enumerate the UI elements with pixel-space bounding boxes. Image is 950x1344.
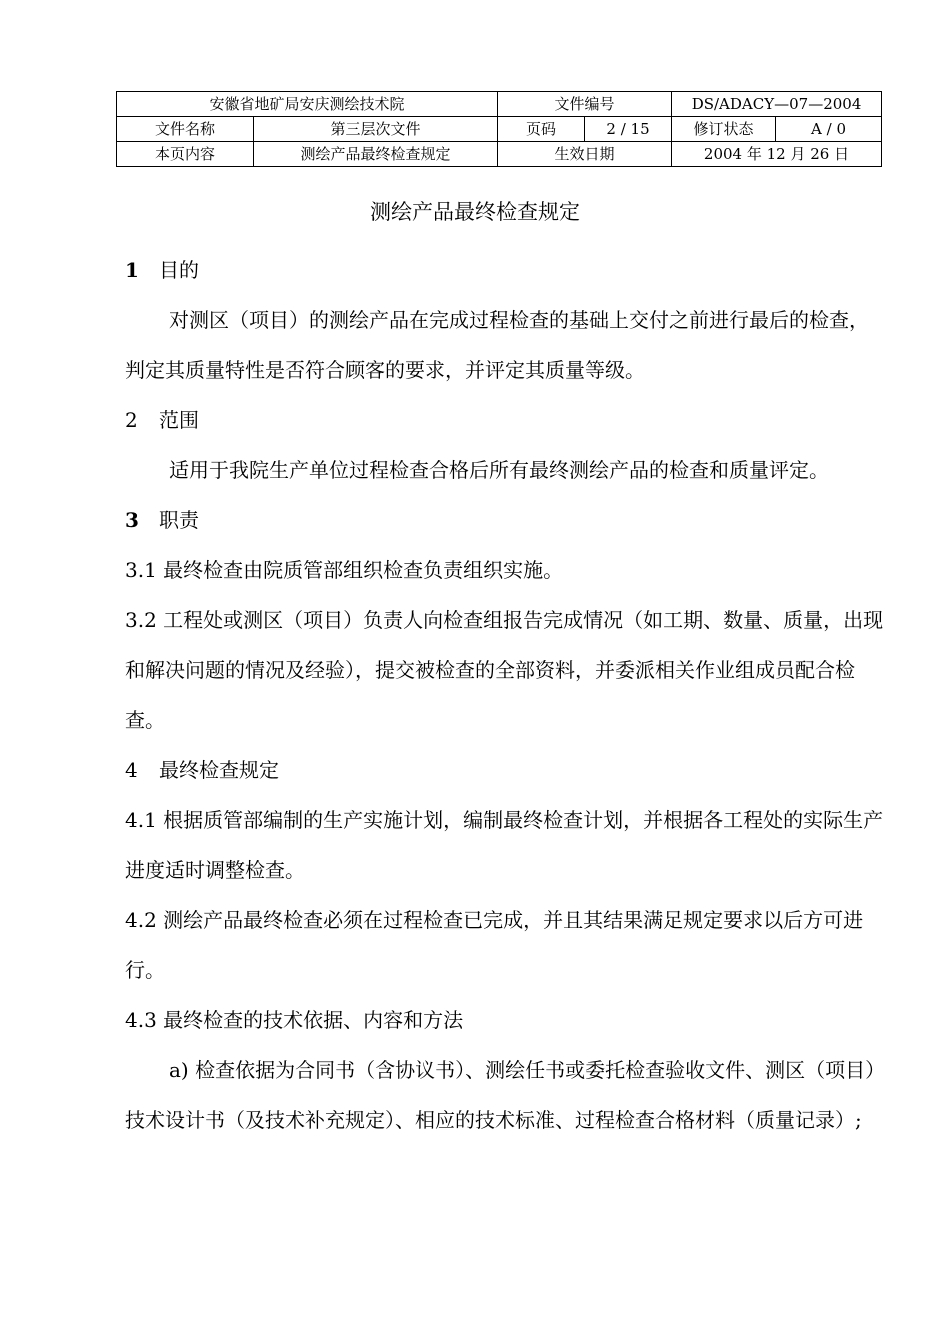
file-name-value: 第三层次文件 bbox=[254, 117, 498, 142]
section-1-heading bbox=[125, 245, 885, 295]
organization-name: 安徽省地矿局安庆测绘技术院 bbox=[117, 92, 498, 117]
section-3-1: 3.1 最终检查由院质管部组织检查负责组织实施。 bbox=[125, 558, 564, 582]
section-4-2: 4.2 测绘产品最终检查必须在过程检查已完成，并且其结果满足规定要求以后方可进行。 bbox=[125, 908, 864, 982]
effective-date-label: 生效日期 bbox=[498, 142, 672, 167]
section-4-3-item-a: a) 检查依据为合同书（含协议书）、测绘任书或委托检查验收文件、测区（项目）技术设计书（及技术补充规定）、相应的技术标准、过程检查合格材料（质量记录）; bbox=[125, 1058, 876, 1132]
section-4-number: 4 bbox=[125, 758, 138, 782]
section-1-number: 1 bbox=[125, 258, 139, 282]
section-3-number: 3 bbox=[125, 508, 139, 532]
section-4-title: 最终检查规定 bbox=[159, 758, 279, 782]
document-title: 测绘产品最终检查规定 bbox=[370, 200, 580, 224]
section-1-body: 对测区（项目）的测绘产品在完成过程检查的基础上交付之前进行最后的检查，判定其质量特性是否符合顾客的要求，并评定其质量等级。 bbox=[125, 308, 869, 382]
section-3-heading bbox=[125, 495, 885, 545]
document-control-table bbox=[116, 91, 882, 167]
section-1-title: 目的 bbox=[159, 258, 199, 282]
page-value: 2 / 15 bbox=[585, 117, 672, 142]
section-2-title: 范围 bbox=[159, 408, 199, 432]
section-4-1: 4.1 根据质管部编制的生产实施计划，编制最终检查计划，并根据各工程处的实际生产进度适时调整检查。 bbox=[125, 808, 884, 882]
page-content-value: 测绘产品最终检查规定 bbox=[254, 142, 498, 167]
revision-label: 修订状态 bbox=[672, 117, 776, 142]
section-2-heading bbox=[125, 395, 885, 445]
section-2-number: 2 bbox=[125, 408, 138, 432]
file-name-label: 文件名称 bbox=[117, 117, 254, 142]
section-4-3: 4.3 最终检查的技术依据、内容和方法 bbox=[125, 1008, 464, 1032]
header-row-2 bbox=[117, 117, 882, 142]
revision-value: A / 0 bbox=[776, 117, 882, 142]
section-2-body: 适用于我院生产单位过程检查合格后所有最终测绘产品的检查和质量评定。 bbox=[169, 458, 829, 482]
section-4-heading bbox=[125, 745, 885, 795]
header-row-1 bbox=[117, 92, 882, 117]
doc-number-label: 文件编号 bbox=[498, 92, 672, 117]
header-row-3 bbox=[117, 142, 882, 167]
section-3-2: 3.2 工程处或测区（项目）负责人向检查组报告完成情况（如工期、数量、质量，出现和解决问题的情况及经验），提交被检查的全部资料，并委派相关作业组成员配合检查。 bbox=[125, 608, 884, 732]
doc-number-value: DS/ADACY—07—2004 bbox=[672, 92, 882, 117]
document-body bbox=[125, 245, 885, 1145]
page-content-label: 本页内容 bbox=[117, 142, 254, 167]
page-label: 页码 bbox=[498, 117, 585, 142]
effective-date-value: 2004 年 12 月 26 日 bbox=[672, 142, 882, 167]
section-3-title: 职责 bbox=[159, 508, 199, 532]
